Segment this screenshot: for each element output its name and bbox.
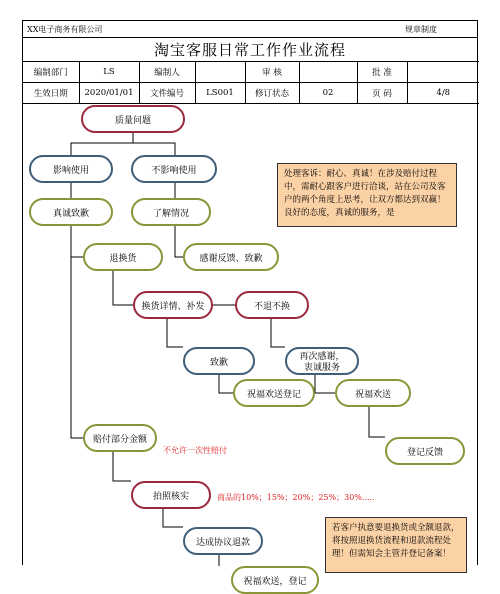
meta-label-review: 审 核 — [245, 62, 299, 83]
meta-label-fileno: 文件编号 — [139, 83, 195, 104]
meta-row-1 — [23, 62, 479, 83]
node-thanks-feedback: 感谢反馈、致歉 — [183, 243, 279, 271]
meta-label-page: 页 码 — [357, 83, 407, 104]
meta-value-dept: LS — [79, 62, 139, 83]
node-bless-register-2: 祝福欢送，登记 — [231, 566, 319, 594]
connector-compensation-photo — [113, 452, 131, 481]
node-thanks-again-line1: 再次感谢， — [299, 352, 345, 362]
node-agreement-refund: 达成协议退款 — [183, 527, 263, 555]
text-percentage-options: 商品的10%；15%；20%；25%；30%..... — [217, 493, 375, 502]
node-photo-verify: 拍照核实 — [131, 481, 211, 509]
node-affect-use: 影响使用 — [29, 155, 113, 183]
warn-no-one-time: 不允许一次性赔付 — [163, 446, 227, 455]
page-title: 淘宝客服日常工作作业流程 — [23, 37, 477, 62]
node-no-return: 不退不换 — [235, 291, 309, 319]
node-quality-issue: 质量问题 — [81, 105, 185, 133]
document-page — [22, 20, 478, 587]
meta-row-2 — [23, 83, 479, 104]
meta-label-dept: 编制部门 — [23, 62, 79, 83]
note-complaint-handling: 处理客诉：耐心、真诚！在涉及赔付过程中，需耐心跟客户进行洽谈，站在公司及客户的两个角度上思考，让双方都达到双赢！良好的态度，真诚的服务，是 — [277, 163, 457, 227]
meta-value-author — [195, 62, 245, 83]
node-sorry: 致歉 — [183, 347, 255, 375]
meta-value-date: 2020/01/01 — [79, 83, 139, 104]
meta-label-author: 编制人 — [139, 62, 195, 83]
node-return-exchange: 退换货 — [83, 243, 163, 271]
node-partial-compensation: 赔付部分金额 — [83, 424, 157, 452]
connector-apologize-compensation — [71, 226, 83, 438]
node-understand-situation: 了解情况 — [131, 198, 211, 226]
meta-value-approve — [407, 62, 479, 83]
node-bless-send: 祝福欢送 — [335, 379, 411, 407]
meta-value-review — [299, 62, 357, 83]
meta-label-date: 生效日期 — [23, 83, 79, 104]
connector-quality-affect — [71, 133, 133, 155]
node-register-feedback: 登记反馈 — [385, 437, 465, 465]
connector-quality-not-affect — [133, 143, 175, 155]
meta-value-fileno: LS001 — [195, 83, 245, 104]
node-bless-register: 祝福欢送登记 — [233, 379, 315, 407]
connector-blesssend-register — [369, 407, 385, 437]
node-thanks-again-line2: 衷诚服务 — [303, 363, 340, 373]
document-category: 规章制度 — [405, 25, 437, 34]
meta-value-revision: 02 — [299, 83, 357, 104]
connector-exchange-sorry — [167, 319, 183, 347]
connector-understand-thanks — [175, 226, 183, 257]
node-exchange-detail: 换货详情、补发 — [133, 291, 213, 319]
document-meta-table — [23, 61, 479, 104]
meta-label-approve: 批 准 — [357, 62, 407, 83]
connector-noreturn-thanks — [271, 319, 285, 347]
node-sincere-apology: 真诚致歉 — [29, 198, 113, 226]
connector-return-exchange — [113, 271, 133, 305]
meta-label-revision: 修订状态 — [245, 83, 299, 104]
company-name: XX电子商务有限公司 — [27, 25, 103, 34]
meta-value-page: 4/8 — [407, 83, 479, 104]
flowchart — [23, 103, 479, 587]
node-thanks-again — [285, 347, 359, 375]
node-not-affect-use: 不影响使用 — [131, 155, 217, 183]
note-refund-policy: 若客户执意要退换货或全额退款，将按照退换货流程和退款流程处理！但需知会主管并登记备案！ — [325, 517, 467, 573]
document-header — [23, 21, 477, 37]
